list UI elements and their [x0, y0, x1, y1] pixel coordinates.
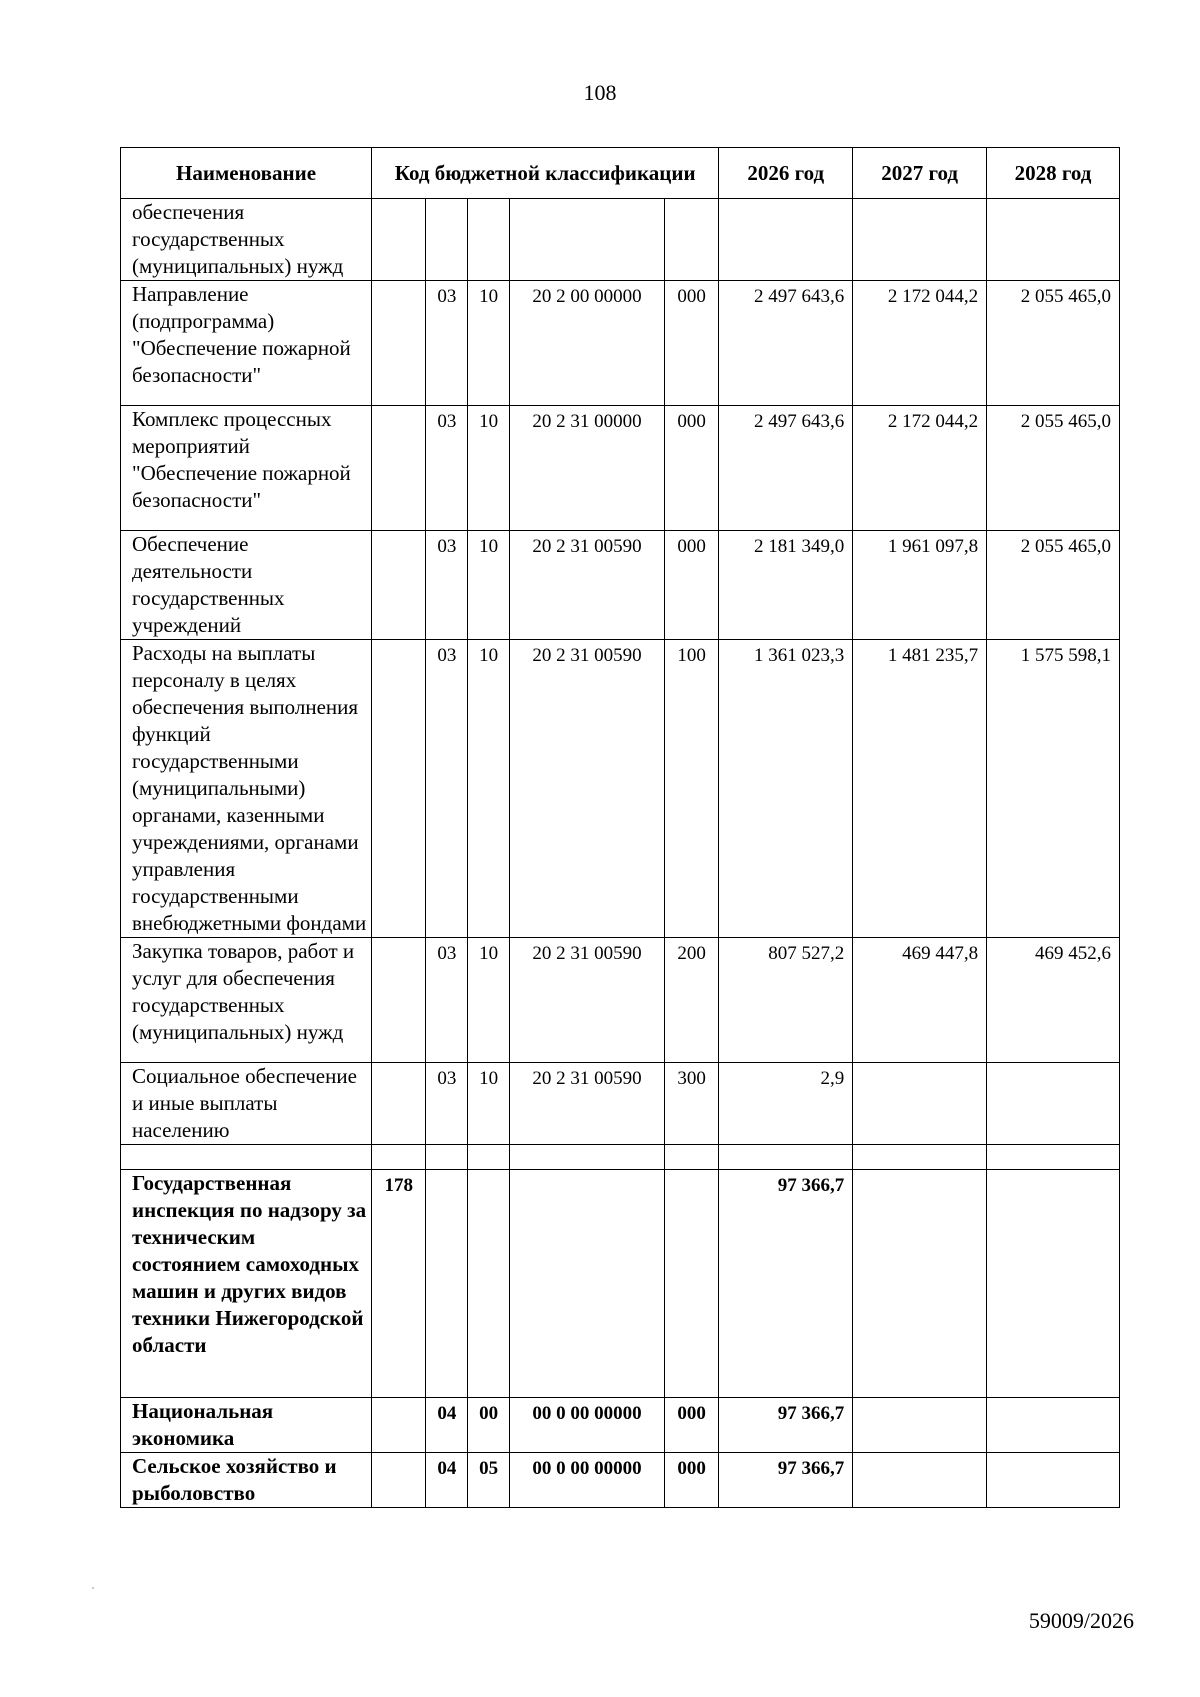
cell-name: Закупка товаров, работ и услуг для обеспечения государственных (муниципальных) нужд: [121, 938, 372, 1063]
cell-vr: 000: [664, 1453, 718, 1508]
cell-vedomstvo: [372, 281, 426, 406]
cell-vedomstvo: [372, 199, 426, 281]
cell-name: Расходы на выплаты персоналу в целях обеспечения выполнения функций государственными (муниципальными) органами, казенными учреждениями, органами управления государственными внебюджетными фондами: [121, 640, 372, 938]
cell-v2026: [719, 1145, 853, 1170]
cell-csr: 20 2 31 00590: [510, 531, 665, 640]
cell-vedomstvo: [372, 640, 426, 938]
cell-v2027: [853, 1145, 987, 1170]
cell-vr: [664, 199, 718, 281]
cell-vedomstvo: [372, 1398, 426, 1453]
cell-podrazdel: 05: [468, 1453, 510, 1508]
cell-podrazdel: 10: [468, 281, 510, 406]
header-2027: 2027 год: [853, 148, 987, 199]
table-row: [121, 531, 1120, 640]
cell-v2027: [853, 199, 987, 281]
cell-v2026: 2 181 349,0: [719, 531, 853, 640]
cell-razdel: [426, 1145, 468, 1170]
cell-csr: 20 2 31 00590: [510, 640, 665, 938]
table-row: [121, 1145, 1120, 1170]
cell-podrazdel: 10: [468, 640, 510, 938]
cell-razdel: 03: [426, 640, 468, 938]
cell-v2026: 2,9: [719, 1063, 853, 1145]
cell-vr: 000: [664, 281, 718, 406]
table-row: [121, 640, 1120, 938]
cell-v2027: [853, 1398, 987, 1453]
cell-v2028: 1 575 598,1: [987, 640, 1120, 938]
cell-name: Социальное обеспечение и иные выплаты населению: [121, 1063, 372, 1145]
cell-vr: 300: [664, 1063, 718, 1145]
header-code: Код бюджетной классификации: [372, 148, 719, 199]
cell-vedomstvo: [372, 531, 426, 640]
cell-podrazdel: 10: [468, 406, 510, 531]
cell-csr: 00 0 00 00000: [510, 1398, 665, 1453]
table-header-row: [121, 148, 1120, 199]
cell-csr: 20 2 31 00590: [510, 938, 665, 1063]
cell-razdel: 03: [426, 531, 468, 640]
cell-csr: [510, 1145, 665, 1170]
cell-vedomstvo: [372, 406, 426, 531]
cell-name: обеспечения государственных (муниципальных) нужд: [121, 199, 372, 281]
cell-v2026: 97 366,7: [719, 1170, 853, 1398]
cell-podrazdel: 00: [468, 1398, 510, 1453]
document-number: 59009/2026: [1028, 1608, 1134, 1633]
cell-v2028: [987, 199, 1120, 281]
cell-vedomstvo: [372, 938, 426, 1063]
cell-csr: 20 2 00 00000: [510, 281, 665, 406]
cell-vr: 000: [664, 1398, 718, 1453]
cell-vr: 000: [664, 531, 718, 640]
cell-razdel: 03: [426, 1063, 468, 1145]
table-row: [121, 1170, 1120, 1398]
cell-v2026: 97 366,7: [719, 1453, 853, 1508]
cell-vr: [664, 1170, 718, 1398]
cell-v2028: 469 452,6: [987, 938, 1120, 1063]
cell-vedomstvo: [372, 1145, 426, 1170]
cell-v2028: [987, 1063, 1120, 1145]
table-row: [121, 1398, 1120, 1453]
cell-v2028: [987, 1170, 1120, 1398]
cell-csr: 20 2 31 00000: [510, 406, 665, 531]
cell-v2028: 2 055 465,0: [987, 531, 1120, 640]
table-row: [121, 406, 1120, 531]
cell-v2026: 2 497 643,6: [719, 406, 853, 531]
cell-v2027: [853, 1170, 987, 1398]
cell-csr: 00 0 00 00000: [510, 1453, 665, 1508]
table-row: [121, 938, 1120, 1063]
cell-razdel: [426, 199, 468, 281]
cell-v2026: [719, 199, 853, 281]
cell-name: Государственная инспекция по надзору за техническим состоянием самоходных машин и других видов техники Нижегородской области: [121, 1170, 372, 1398]
cell-vr: [664, 1145, 718, 1170]
cell-csr: [510, 199, 665, 281]
cell-name: [121, 1145, 372, 1170]
cell-name: Направление (подпрограмма) "Обеспечение пожарной безопасности": [121, 281, 372, 406]
header-2026: 2026 год: [719, 148, 853, 199]
cell-podrazdel: [468, 1170, 510, 1398]
cell-razdel: 04: [426, 1398, 468, 1453]
page-number: 108: [583, 80, 617, 105]
cell-razdel: 03: [426, 281, 468, 406]
cell-v2027: 469 447,8: [853, 938, 987, 1063]
cell-csr: 20 2 31 00590: [510, 1063, 665, 1145]
cell-v2027: 2 172 044,2: [853, 406, 987, 531]
cell-v2028: [987, 1145, 1120, 1170]
table-row: [121, 1063, 1120, 1145]
cell-podrazdel: 10: [468, 1063, 510, 1145]
cell-v2027: 2 172 044,2: [853, 281, 987, 406]
cell-podrazdel: [468, 199, 510, 281]
cell-v2026: 1 361 023,3: [719, 640, 853, 938]
header-name: Наименование: [121, 148, 372, 199]
cell-name: Национальная экономика: [121, 1398, 372, 1453]
cell-vedomstvo: [372, 1453, 426, 1508]
cell-razdel: 03: [426, 938, 468, 1063]
table-row: [121, 1453, 1120, 1508]
cell-vr: 100: [664, 640, 718, 938]
cell-v2028: [987, 1453, 1120, 1508]
cell-v2027: 1 481 235,7: [853, 640, 987, 938]
table-row: [121, 199, 1120, 281]
cell-v2026: 2 497 643,6: [719, 281, 853, 406]
cell-vr: 000: [664, 406, 718, 531]
cell-v2026: 807 527,2: [719, 938, 853, 1063]
cell-podrazdel: 10: [468, 938, 510, 1063]
cell-csr: [510, 1170, 665, 1398]
cell-vedomstvo: [372, 1063, 426, 1145]
cell-podrazdel: [468, 1145, 510, 1170]
cell-v2028: [987, 1398, 1120, 1453]
header-2028: 2028 год: [987, 148, 1120, 199]
cell-razdel: 03: [426, 406, 468, 531]
cell-razdel: 04: [426, 1453, 468, 1508]
cell-v2028: 2 055 465,0: [987, 281, 1120, 406]
cell-v2027: [853, 1063, 987, 1145]
table-row: [121, 281, 1120, 406]
budget-table: [120, 147, 1120, 1508]
cell-v2028: 2 055 465,0: [987, 406, 1120, 531]
cell-v2027: [853, 1453, 987, 1508]
cell-podrazdel: 10: [468, 531, 510, 640]
cell-name: Комплекс процессных мероприятий "Обеспечение пожарной безопасности": [121, 406, 372, 531]
cell-vedomstvo: 178: [372, 1170, 426, 1398]
cell-v2026: 97 366,7: [719, 1398, 853, 1453]
scan-speck: [92, 1587, 94, 1589]
cell-name: Сельское хозяйство и рыболовство: [121, 1453, 372, 1508]
cell-name: Обеспечение деятельности государственных учреждений: [121, 531, 372, 640]
cell-vr: 200: [664, 938, 718, 1063]
cell-razdel: [426, 1170, 468, 1398]
cell-v2027: 1 961 097,8: [853, 531, 987, 640]
